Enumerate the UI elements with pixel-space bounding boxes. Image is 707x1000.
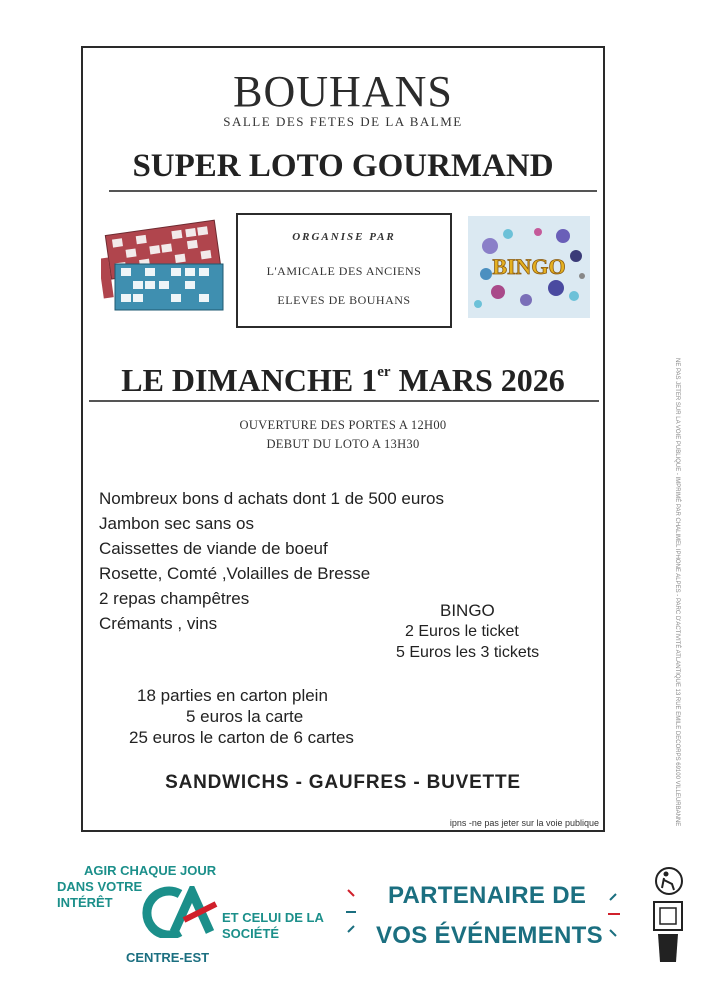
event-date bbox=[83, 362, 603, 399]
prize-item: Rosette, Comté ,Volailles de Bresse bbox=[99, 564, 371, 583]
bingo-price-single: 2 Euros le ticket bbox=[405, 623, 519, 640]
prize-item: Nombreux bons d achats dont 1 de 500 euros bbox=[99, 489, 444, 508]
event-title: SUPER LOTO GOURMAND bbox=[132, 148, 554, 184]
sponsor-slogan-line: AGIR CHAQUE JOUR bbox=[84, 863, 217, 878]
sponsor-slogan-line: ET CELUI DE LA bbox=[222, 910, 324, 925]
doors-open-time: OUVERTURE DES PORTES A 12H00 bbox=[239, 418, 447, 432]
prize-item: Caissettes de viande de boeuf bbox=[99, 539, 328, 558]
prize-item: Jambon sec sans os bbox=[99, 514, 254, 533]
food-offer: SANDWICHS - GAUFRES - BUVETTE bbox=[165, 772, 521, 793]
partner-line-1: PARTENAIRE DE bbox=[388, 882, 587, 909]
bingo-title: BINGO bbox=[440, 601, 495, 620]
title-divider bbox=[109, 190, 597, 192]
bingo-balls-image bbox=[468, 216, 590, 318]
recycling-bin-icon bbox=[652, 900, 684, 966]
sparkle-left-icon bbox=[340, 882, 370, 942]
date-superscript: er bbox=[377, 364, 391, 380]
date-divider bbox=[89, 400, 599, 402]
card-bundle-price: 25 euros le carton de 6 cartes bbox=[129, 728, 354, 747]
bingo-image-text: BINGO bbox=[492, 254, 566, 279]
loto-start-time: DEBUT DU LOTO A 13H30 bbox=[266, 437, 420, 451]
organizer-line-1: L'AMICALE DES ANCIENS bbox=[266, 264, 422, 278]
tidyman-icon bbox=[652, 866, 686, 896]
bingo-price-triple: 5 Euros les 3 tickets bbox=[396, 644, 540, 661]
loto-cards-image bbox=[101, 218, 227, 318]
ipns-notice: ipns -ne pas jeter sur la voie publique bbox=[449, 818, 599, 828]
town-name: BOUHANS bbox=[233, 67, 453, 116]
date-prefix: LE DIMANCHE 1 bbox=[121, 362, 378, 398]
parties-count: 18 parties en carton plein bbox=[137, 686, 328, 705]
organizer-box bbox=[236, 213, 452, 328]
venue-name: SALLE DES FETES DE LA BALME bbox=[223, 114, 463, 129]
card-price: 5 euros la carte bbox=[186, 707, 304, 726]
organizer-line-2: ELEVES DE BOUHANS bbox=[277, 293, 411, 307]
sponsor-slogan-line: INTÉRÊT bbox=[57, 895, 113, 910]
sparkle-right-icon bbox=[596, 892, 626, 952]
partner-line-2: VOS ÉVÉNEMENTS bbox=[376, 922, 603, 949]
prize-item: 2 repas champêtres bbox=[99, 589, 250, 608]
credit-agricole-logo-icon bbox=[140, 886, 220, 938]
sponsor-region: CENTRE-EST bbox=[126, 950, 210, 965]
print-notice: NE PAS JETER SUR LA VOIE PUBLIQUE - IMPRIMÉ PAR CHALIMEL IPHONE ALPES - PARC D'ACTIVITÉ ATLANTIQUE 13 RUE EMILE DECORPS 69100 VILLEURBANNE bbox=[674, 358, 680, 827]
sponsor-slogan-line: SOCIÉTÉ bbox=[222, 926, 280, 941]
sponsor-slogan-line: DANS VOTRE bbox=[57, 879, 143, 894]
date-suffix: MARS 2026 bbox=[390, 362, 565, 398]
organizer-label: ORGANISE PAR bbox=[292, 231, 396, 243]
prize-item: Crémants , vins bbox=[99, 614, 218, 633]
poster-frame bbox=[81, 46, 605, 832]
